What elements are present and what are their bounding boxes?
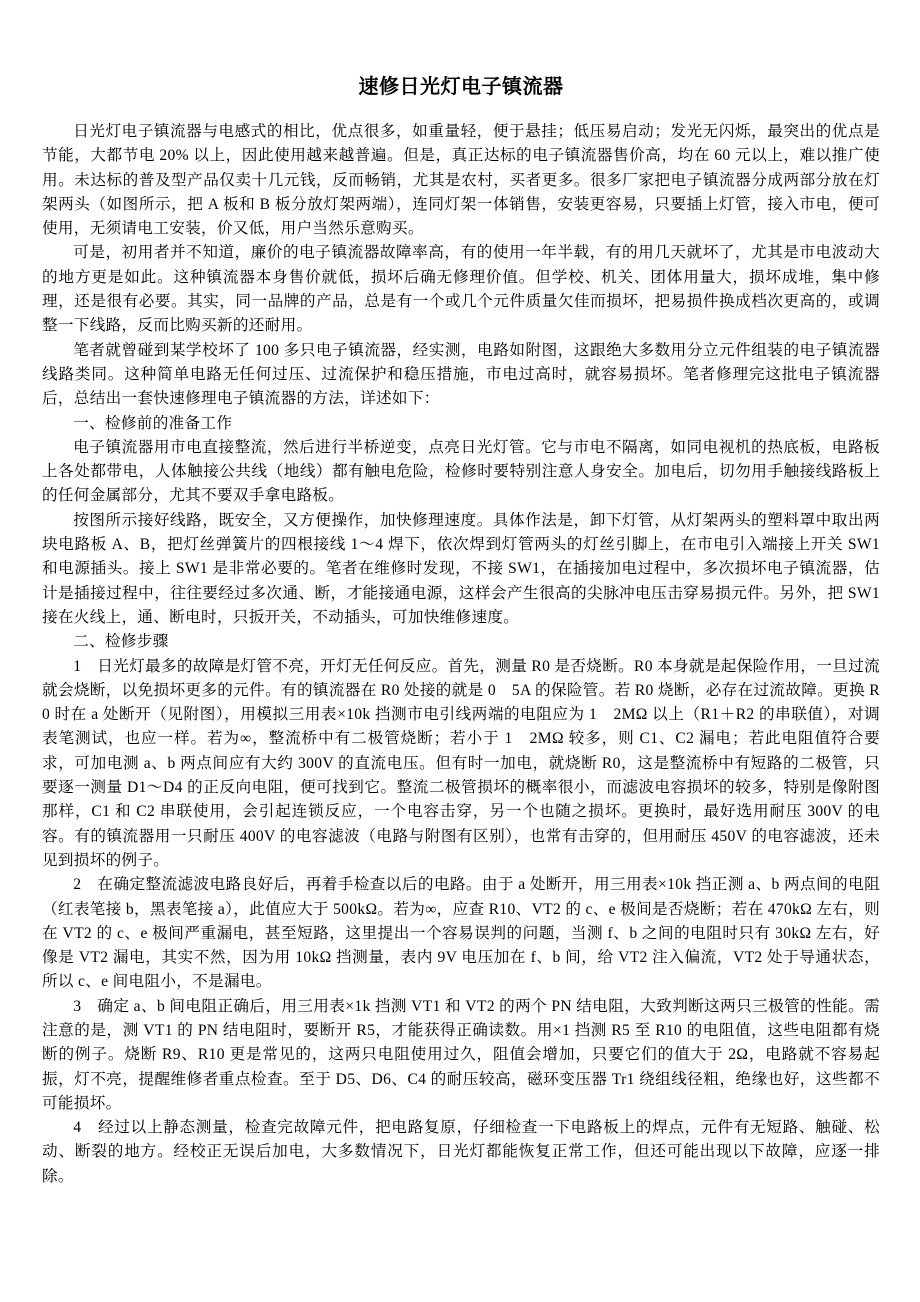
paragraph-intro-3: 笔者就曾碰到某学校坏了 100 多只电子镇流器，经实测，电路如附图，这跟绝大多数用分立元件组装的电子镇流器线路类同。这种简单电路无任何过压、过流保护和稳压措施，市电过高时，就容易损坏。笔者修理完这批电子镇流器后，总结出一套快速修理电子镇流器的方法，详述如下： (42, 341, 880, 408)
paragraph-section1-2: 按图所示接好线路，既安全，又方便操作，加快修理速度。具体作法是，卸下灯管，从灯架两头的塑料罩中取出两块电路板 A、B，把灯丝弹簧片的四根接线 1～4 焊下，依次焊到灯管两头的灯丝引脚上，在市电引入端接上开关 SW1 和电源插头。接上 SW1 是非常必要的。笔者在维修时发现，不接 SW1，在插接加电过程中，多次损坏电子镇流器，估计是插接过程中，往往要经过多次通、断，才能接通电源，这样会产生很高的尖脉冲电压击穿易损元件。另外，把 SW1 接在火线上，通、断电时，只扳开关，不动插头，可加快维修速度。 (42, 511, 880, 626)
paragraph-section1-1: 电子镇流器用市电直接整流，然后进行半桥逆变，点亮日光灯管。它与市电不隔离，如同电视机的热底板，电路板上各处都带电，人体触接公共线（地线）都有触电危险，检修时要特别注意人身安全。加电后，切勿用手触接线路板上的任何金属部分，尤其不要双手拿电路板。 (42, 438, 880, 505)
paragraph-step-4: 4 经过以上静态测量，检查完故障元件，把电路复原，仔细检查一下电路板上的焊点，元件有无短路、触碰、松动、断裂的地方。经校正无误后加电，大多数情况下，日光灯都能恢复正常工作，但还可能出现以下故障，应逐一排除。 (42, 1119, 880, 1185)
paragraph-step-2: 2 在确定整流滤波电路良好后，再着手检查以后的电路。由于 a 处断开，用三用表×10k 挡正测 a、b 两点间的电阻（红表笔接 b，黑表笔接 a），此值应大于 500kΩ。若为∞，应查 R10、VT2 的 c、e 极间是否烧断；若在 470kΩ 左右，则在 VT2 的 c、e 极间严重漏电，甚至短路，这里提出一个容易误判的问题，当测 f、b 之间的电阻时只有 30kΩ 左右，好像是 VT2 漏电，其实不然，因为用 10kΩ 挡测量，表内 9V 电压加在 f、b 间，给 VT2 注入偏流，VT2 处于导通状态，所以 c、e 间电阻小，不是漏电。 (42, 876, 880, 991)
paragraph-intro-1: 日光灯电子镇流器与电感式的相比，优点很多，如重量轻，便于悬挂；低压易启动；发光无闪烁，最突出的优点是节能，大都节电 20% 以上，因此使用越来越普遍。但是，真正达标的电子镇流器售价高，均在 60 元以上，难以推广使用。未达标的普及型产品仅卖十几元钱，反而畅销，尤其是农村，买者更多。很多厂家把电子镇流器分成两部分放在灯架两头（如图所示，把 A 板和 B 板分放灯架两端），连同灯架一体销售，安装更容易，只要插上灯管，接入市电，便可使用，无须请电工安装，价又低，用户当然乐意购买。 (42, 123, 880, 238)
section-heading-steps: 二、检修步骤 (73, 633, 169, 651)
section-heading-preparation: 一、检修前的准备工作 (73, 414, 233, 432)
page-title: 速修日光灯电子镇流器 (358, 76, 564, 98)
paragraph-step-1: 1 日光灯最多的故障是灯管不亮，开灯无任何反应。首先，测量 R0 是否烧断。R0 本身就是起保险作用，一旦过流就会烧断，以免损坏更多的元件。有的镇流器在 R0 处接的就是 0 5A 的保险管。若 R0 烧断，必存在过流故障。更换 R0 时在 a 处断开（见附图），用模拟三用表×10k 挡测市电引线两端的电阻应为 1 2MΩ 以上（R1＋R2 的串联值），对调表笔测试，也应一样。若为∞，整流桥中有二极管烧断；若小于 1 2MΩ 较多，则 C1、C2 漏电；若此电阻值符合要求，可加电测 a、b 两点间应有大约 300V 的直流电压。但有时一加电，就烧断 R0，这是整流桥中有短路的二极管，只要逐一测量 D1～D4 的正反向电阻，便可找到它。整流二极管损坏的概率很小，而滤波电容损坏的较多，特别是像附图那样，C1 和 C2 串联使用，会引起连锁反应，一个电容击穿，另一个也随之损坏。更换时，最好选用耐压 300V 的电容。有的镇流器用一只耐压 400V 的电容滤波（电路与附图有区别），也常有击穿的，但用耐压 450V 的电容滤波，还未见到损坏的例子。 (42, 657, 880, 869)
paragraph-intro-2: 可是，初用者并不知道，廉价的电子镇流器故障率高，有的使用一年半载，有的用几天就坏了，尤其是市电波动大的地方更是如此。这种镇流器本身售价就低，损坏后确无修理价值。但学校、机关、团体用量大，损坏成堆，集中修理，还是很有必要。其实，同一品牌的产品，总是有一个或几个元件质量欠佳而损坏，把易损件换成档次更高的，或调整一下线路，反而比购买新的还耐用。 (42, 244, 880, 335)
page-content (42, 72, 880, 1189)
paragraph-step-3: 3 确定 a、b 间电阻正确后，用三用表×1k 挡测 VT1 和 VT2 的两个 PN 结电阻，大致判断这两只三极管的性能。需注意的是，测 VT1 的 PN 结电阻时，要断开 R5，才能获得正确读数。用×1 挡测 R5 至 R10 的电阻值，这些电阻都有烧断的例子。烧断 R9、R10 更是常见的，这两只电阻使用过久，阻值会增加，只要它们的值大于 2Ω，电路就不容易起振，灯不亮，提醒维修者重点检查。至于 D5、D6、C4 的耐压较高，磁环变压器 Tr1 绕组线径粗，绝缘也好，这些都不可能损坏。 (42, 997, 880, 1112)
